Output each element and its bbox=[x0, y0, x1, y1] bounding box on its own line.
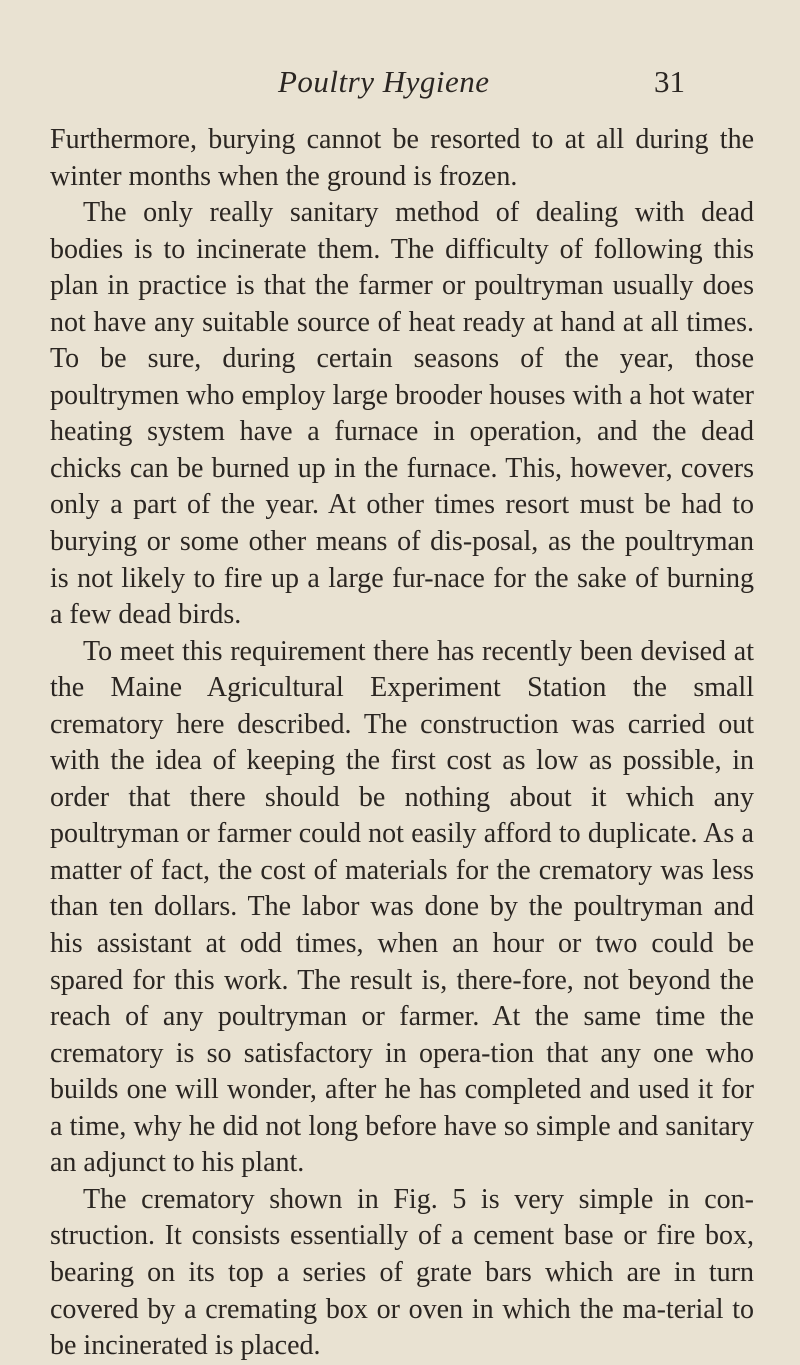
body-text bbox=[50, 122, 754, 1365]
page-number: 31 bbox=[654, 64, 685, 99]
paragraph: Furthermore, burying cannot be resorted to at all during the winter months when the ground is frozen. bbox=[50, 124, 754, 192]
running-header bbox=[0, 64, 800, 104]
running-title: Poultry Hygiene bbox=[278, 64, 490, 99]
paragraph: The crematory shown in Fig. 5 is very simple in con-struction. It consists essentially of a cement base or fire box, bearing on its top a series of grate bars which are in turn covered by a cremating box or oven in which the ma-terial to be incinerated is placed. bbox=[50, 1183, 754, 1362]
paragraph: To meet this requirement there has recently been devised at the Maine Agricultural Experiment Station the small crematory here described. The construction was carried out with the idea of keeping the first cost as low as possible, in order that there should be nothing about it which any poultryman or farmer could not easily afford to duplicate. As a matter of fact, the cost of materials for the crematory was less than ten dollars. The labor was done by the poultryman and his assistant at odd times, when an hour or two could be spared for this work. The result is, there-fore, not beyond the reach of any poultryman or farmer. At the same time the crematory is so satisfactory in opera-tion that any one who builds one will wonder, after he has completed and used it for a time, why he did not long before have so simple and sanitary an adjunct to his plant. bbox=[50, 635, 754, 1179]
paragraph: The only really sanitary method of dealing with dead bodies is to incinerate them. The difficulty of following this plan in practice is that the farmer or poultryman usually does not have any suitable source of heat ready at hand at all times. To be sure, during certain seasons of the year, those poultrymen who employ large brooder houses with a hot water heating system have a furnace in operation, and the dead chicks can be burned up in the furnace. This, however, covers only a part of the year. At other times resort must be had to burying or some other means of dis-posal, as the poultryman is not likely to fire up a large fur-nace for the sake of burning a few dead birds. bbox=[50, 197, 754, 631]
